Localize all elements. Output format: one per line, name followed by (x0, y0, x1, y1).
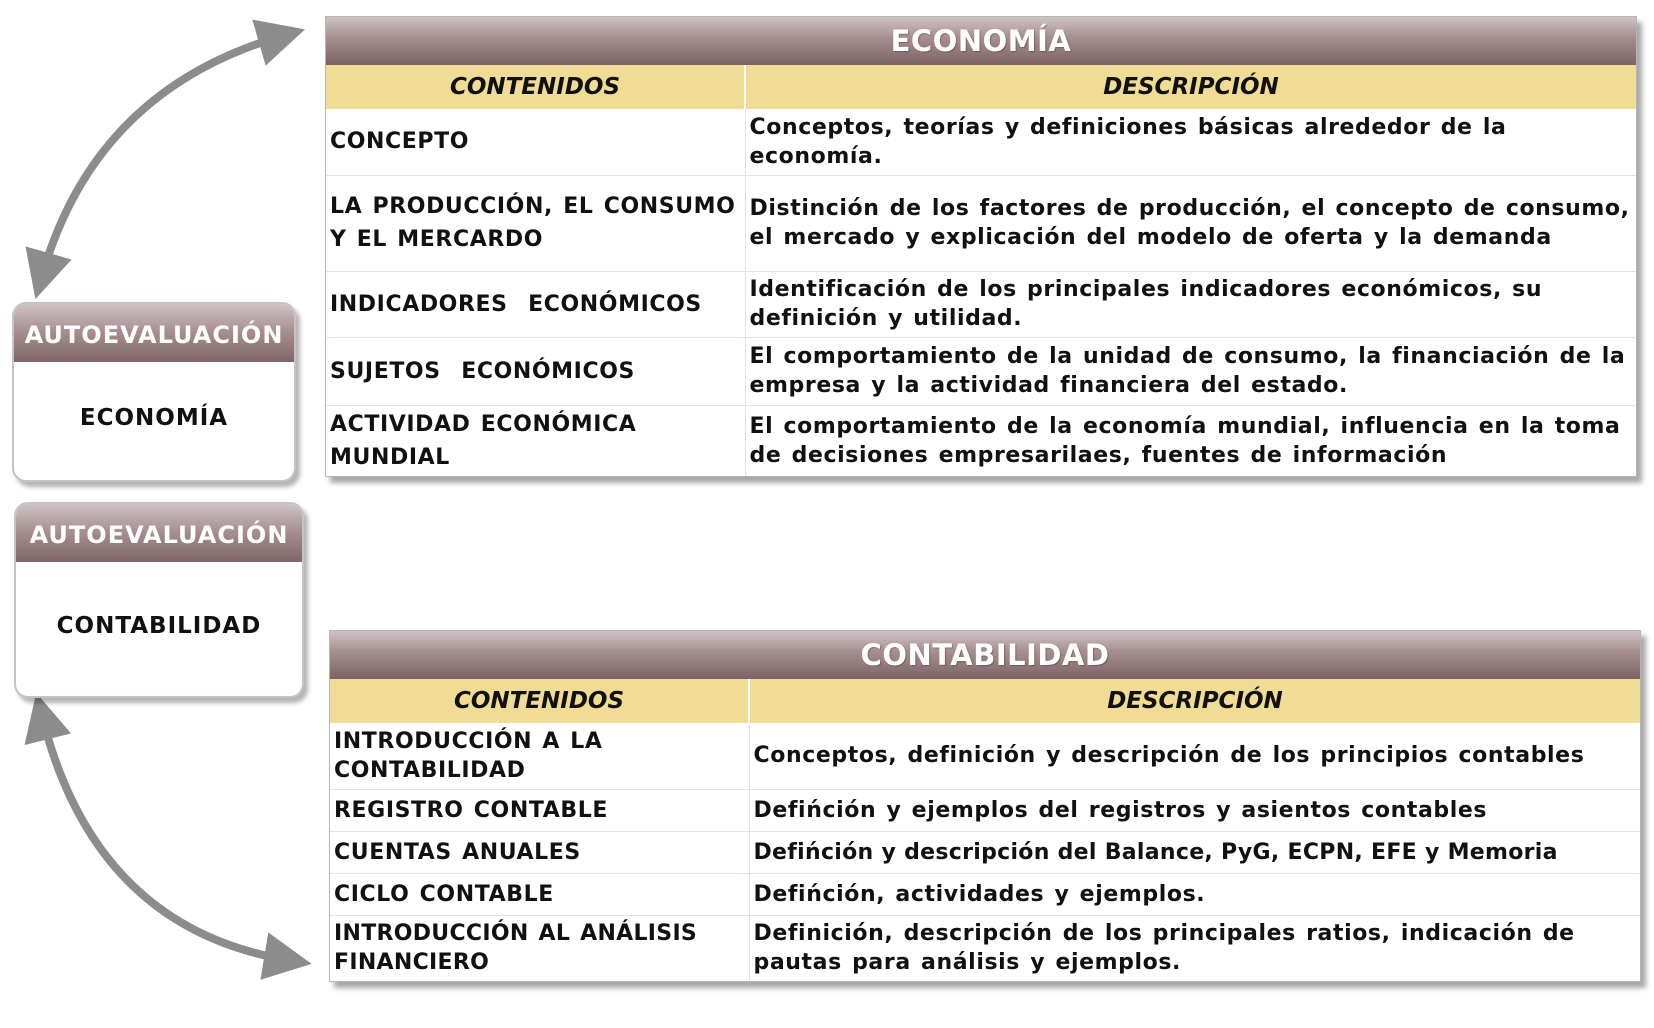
descripcion-cell: El comportamiento de la economía mundial, influencia en la toma de decisiones empresarilaes, fuentes de información (749, 413, 1621, 468)
descripcion-cell: Defińción y descripción del Balance, PyG, ECPN, EFE y Memoria (749, 831, 1640, 873)
table-row (330, 831, 1640, 873)
economia-table (326, 65, 1636, 476)
table-row (330, 723, 1640, 789)
contabilidad-table (330, 679, 1640, 981)
contabilidad-title: CONTABILIDAD (330, 631, 1640, 679)
contenido-cell: SUJETOS ECONÓMICOS (326, 337, 745, 405)
contenido-cell: CUENTAS ANUALES (330, 831, 749, 873)
contenido-cell: ACTIVIDAD ECONÓMICA MUNDIAL (326, 405, 745, 476)
descripcion-cell: Definición, descripción de los principales ratios, indicación de pautas para análisis y ejemplos. (753, 921, 1575, 976)
header-descripcion: DESCRIPCIÓN (745, 65, 1636, 109)
autoevaluacion-economia-label: ECONOMÍA (79, 405, 229, 431)
autoevaluacion-economia-box[interactable] (12, 302, 296, 482)
contabilidad-header-row (330, 679, 1640, 723)
contenido-cell: LA PRODUCCIÓN, EL CONSUMO Y EL MERCARDO (326, 175, 745, 271)
header-descripcion: DESCRIPCIÓN (749, 679, 1640, 723)
table-row (326, 405, 1636, 476)
arrow-economia (42, 36, 282, 276)
autoevaluacion-contabilidad-label: CONTABILIDAD (56, 613, 262, 639)
descripcion-cell: Defińción y ejemplos del registros y asientos contables (749, 789, 1640, 831)
descripcion-cell: Conceptos, teorías y definiciones básicas alrededor de la economía. (745, 109, 1636, 175)
contenido-cell: REGISTRO CONTABLE (330, 789, 749, 831)
table-row (330, 873, 1640, 915)
autoevaluacion-contabilidad-header: AUTOEVALUACIÓN (16, 504, 302, 562)
autoevaluacion-contabilidad-box[interactable] (14, 502, 304, 698)
economia-title: ECONOMÍA (326, 17, 1636, 65)
header-contenidos: CONTENIDOS (330, 679, 749, 723)
economia-panel (325, 16, 1637, 477)
contenido-cell: INTRODUCCIÓN A LA CONTABILIDAD (330, 723, 749, 789)
arrow-contabilidad (42, 716, 288, 960)
table-row (326, 109, 1636, 175)
descripcion-cell: Identificación de los principales indicadores económicos, su definición y utilidad. (745, 271, 1636, 337)
contabilidad-panel (329, 630, 1641, 982)
table-row (330, 789, 1640, 831)
contenido-cell: INDICADORES ECONÓMICOS (326, 271, 745, 337)
descripcion-cell: El comportamiento de la unidad de consumo, la financiación de la empresa y la actividad financiera del estado. (745, 337, 1636, 405)
table-row (326, 175, 1636, 271)
economia-header-row (326, 65, 1636, 109)
descripcion-cell: Defińción, actividades y ejemplos. (749, 873, 1640, 915)
table-row (326, 337, 1636, 405)
table-row (330, 915, 1640, 981)
autoevaluacion-economia-header: AUTOEVALUACIÓN (14, 304, 294, 362)
contenido-cell: CONCEPTO (326, 109, 745, 175)
contenido-cell: CICLO CONTABLE (330, 873, 749, 915)
table-row (326, 271, 1636, 337)
contenido-cell: INTRODUCCIÓN AL ANÁLISIS FINANCIERO (330, 915, 749, 981)
descripcion-cell: Distinción de los factores de producción, el concepto de consumo, el mercado y explicación del modelo de oferta y la demanda (745, 175, 1636, 271)
descripcion-cell: Conceptos, definición y descripción de los principios contables (749, 723, 1640, 789)
header-contenidos: CONTENIDOS (326, 65, 745, 109)
